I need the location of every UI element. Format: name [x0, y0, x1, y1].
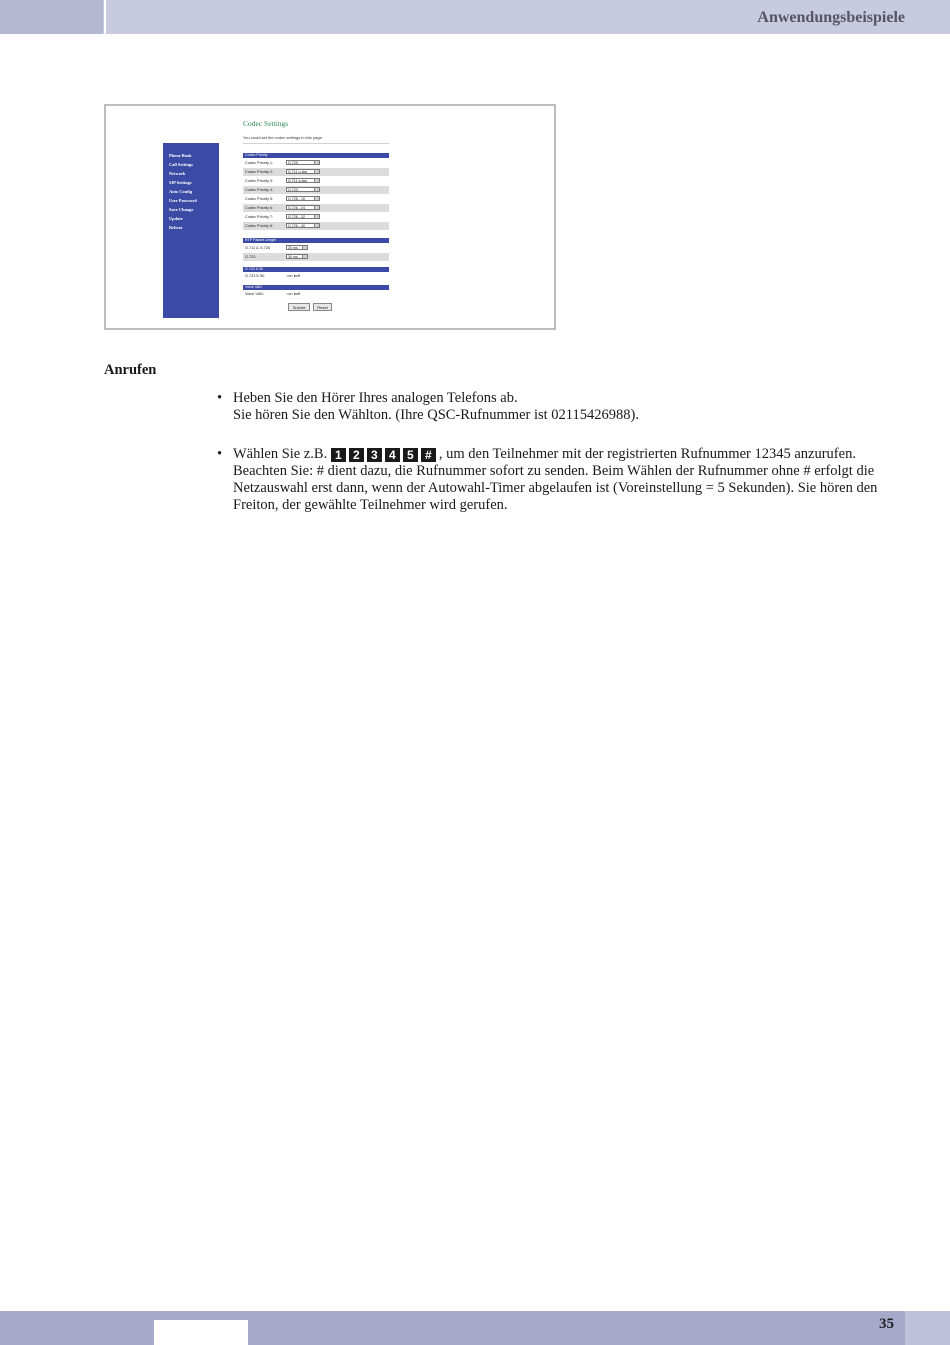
codec-label: Codec Priority 3:: [245, 179, 274, 183]
packet-label: G.711 & G.726: [245, 246, 271, 250]
chevron-down-icon: [314, 197, 319, 200]
codec-settings-screenshot: [104, 104, 556, 330]
codec-row-3: [243, 177, 389, 185]
instruction-2-prefix: Wählen Sie z.B.: [233, 446, 328, 462]
header-block: [0, 0, 103, 34]
g723-row: [243, 272, 389, 280]
codec-row-1: [243, 159, 389, 167]
footer-block: [154, 1320, 248, 1345]
title-divider: [243, 143, 389, 144]
codec-select-3[interactable]: G.711 a-law: [286, 178, 320, 183]
codec-row-6: [243, 204, 389, 212]
page-footer: [0, 1311, 950, 1345]
g723-header: G.723 5.3K: [243, 267, 389, 272]
codec-label: Codec Priority 4:: [245, 188, 274, 192]
codec-select-5[interactable]: G.726 - 16: [286, 196, 320, 201]
nav-item-save-change[interactable]: Save Change: [169, 207, 194, 212]
codec-select-7[interactable]: G.726 - 32: [286, 214, 320, 219]
codec-select-8[interactable]: G.726 - 40: [286, 223, 320, 228]
chevron-down-icon: [314, 188, 319, 191]
codec-row-4: [243, 186, 389, 194]
chevron-down-icon: [314, 161, 319, 164]
instruction-1-line-2: Sie hören Sie den Wählton. (Ihre QSC-Rufnummer ist 02115426988).: [233, 407, 639, 423]
g723-label: G.723 5.3K:: [245, 274, 266, 278]
rtp-packet-header: RTP Packet Length: [243, 238, 389, 243]
codec-select-2[interactable]: G.711 u-law: [286, 169, 320, 174]
codec-select-1[interactable]: G.729: [286, 160, 320, 165]
codec-row-5: [243, 195, 389, 203]
nav-item-reboot[interactable]: Reboot: [169, 225, 183, 230]
codec-select-4[interactable]: G.723: [286, 187, 320, 192]
section-heading: Anrufen: [104, 362, 157, 378]
instruction-2-text: , um den Teilnehmer mit der registrierten Rufnummer 12345 anzurufen. Beachten Sie: # dient dazu, die Rufnummer sofort zu senden. Beim Wählen der Rufnummer ohne # erfolgt die Netzauswahl erst dann, wenn der Autowahl-Timer abgelaufen ist (Voreinstellung = 5 Sekunden). Sie hören den Freiton, der gewählte Teilnehmer wird gerufen.: [233, 446, 878, 513]
codec-label: Codec Priority 7:: [245, 215, 274, 219]
vad-label: Voice VAD:: [245, 292, 264, 296]
nav-item-update[interactable]: Update: [169, 216, 183, 221]
vad-header: Voice VAD: [243, 285, 389, 290]
packet-select-2[interactable]: 30 ms: [286, 254, 308, 259]
vad-radio-group[interactable]: ○on ●off: [286, 292, 301, 296]
bullet-2: •: [217, 446, 223, 462]
screenshot-sidebar: [163, 143, 219, 318]
codec-settings-title: Codec Settings: [243, 119, 289, 128]
submit-button[interactable]: Submit: [288, 303, 310, 311]
chevron-down-icon: [314, 179, 319, 182]
codec-row-2: [243, 168, 389, 176]
codec-priority-header: Codec Priority: [243, 153, 389, 158]
chevron-down-icon: [302, 246, 307, 249]
instruction-1-line-1: Heben Sie den Hörer Ihres analogen Telefons ab.: [233, 390, 518, 406]
instruction-1: [233, 390, 905, 424]
reset-button[interactable]: Reset: [313, 303, 332, 311]
g723-radio-group[interactable]: ○on ●off: [286, 274, 301, 278]
header-separator: [104, 0, 106, 34]
page-number: 35: [879, 1316, 894, 1332]
codec-row-7: [243, 213, 389, 221]
footer-right-block: [905, 1311, 950, 1345]
chevron-down-icon: [314, 170, 319, 173]
key-5: 5: [403, 448, 418, 462]
key-3: 3: [367, 448, 382, 462]
nav-item-phone-book[interactable]: Phone Book: [169, 153, 192, 158]
packet-select-1[interactable]: 20 ms: [286, 245, 308, 250]
key-2: 2: [349, 448, 364, 462]
codec-label: Codec Priority 8:: [245, 224, 274, 228]
nav-item-sip-settings[interactable]: SIP Settings: [169, 180, 192, 185]
key-1: 1: [331, 448, 346, 462]
nav-item-auto-config[interactable]: Auto Config: [169, 189, 193, 194]
packet-row-1: [243, 244, 389, 252]
codec-label: Codec Priority 1:: [245, 161, 274, 165]
chevron-down-icon: [314, 215, 319, 218]
codec-settings-description: You could set the codec settings in this page.: [243, 135, 323, 140]
codec-select-6[interactable]: G.726 - 24: [286, 205, 320, 210]
nav-item-call-settings[interactable]: Call Settings: [169, 162, 193, 167]
bullet-1: •: [217, 390, 223, 406]
page-header: [0, 0, 950, 34]
key-hash: #: [421, 448, 436, 462]
codec-row-8: [243, 222, 389, 230]
nav-item-network[interactable]: Network: [169, 171, 186, 176]
instruction-2: [233, 446, 905, 514]
chevron-down-icon: [302, 255, 307, 258]
packet-row-2: [243, 253, 389, 261]
chevron-down-icon: [314, 206, 319, 209]
key-4: 4: [385, 448, 400, 462]
vad-row: [243, 290, 389, 298]
codec-label: Codec Priority 2:: [245, 170, 274, 174]
header-title: Anwendungsbeispiele: [757, 9, 905, 26]
codec-label: Codec Priority 5:: [245, 197, 274, 201]
packet-label: G.723: [245, 255, 256, 259]
codec-label: Codec Priority 6:: [245, 206, 274, 210]
nav-item-user-password[interactable]: User Password: [169, 198, 197, 203]
chevron-down-icon: [314, 224, 319, 227]
